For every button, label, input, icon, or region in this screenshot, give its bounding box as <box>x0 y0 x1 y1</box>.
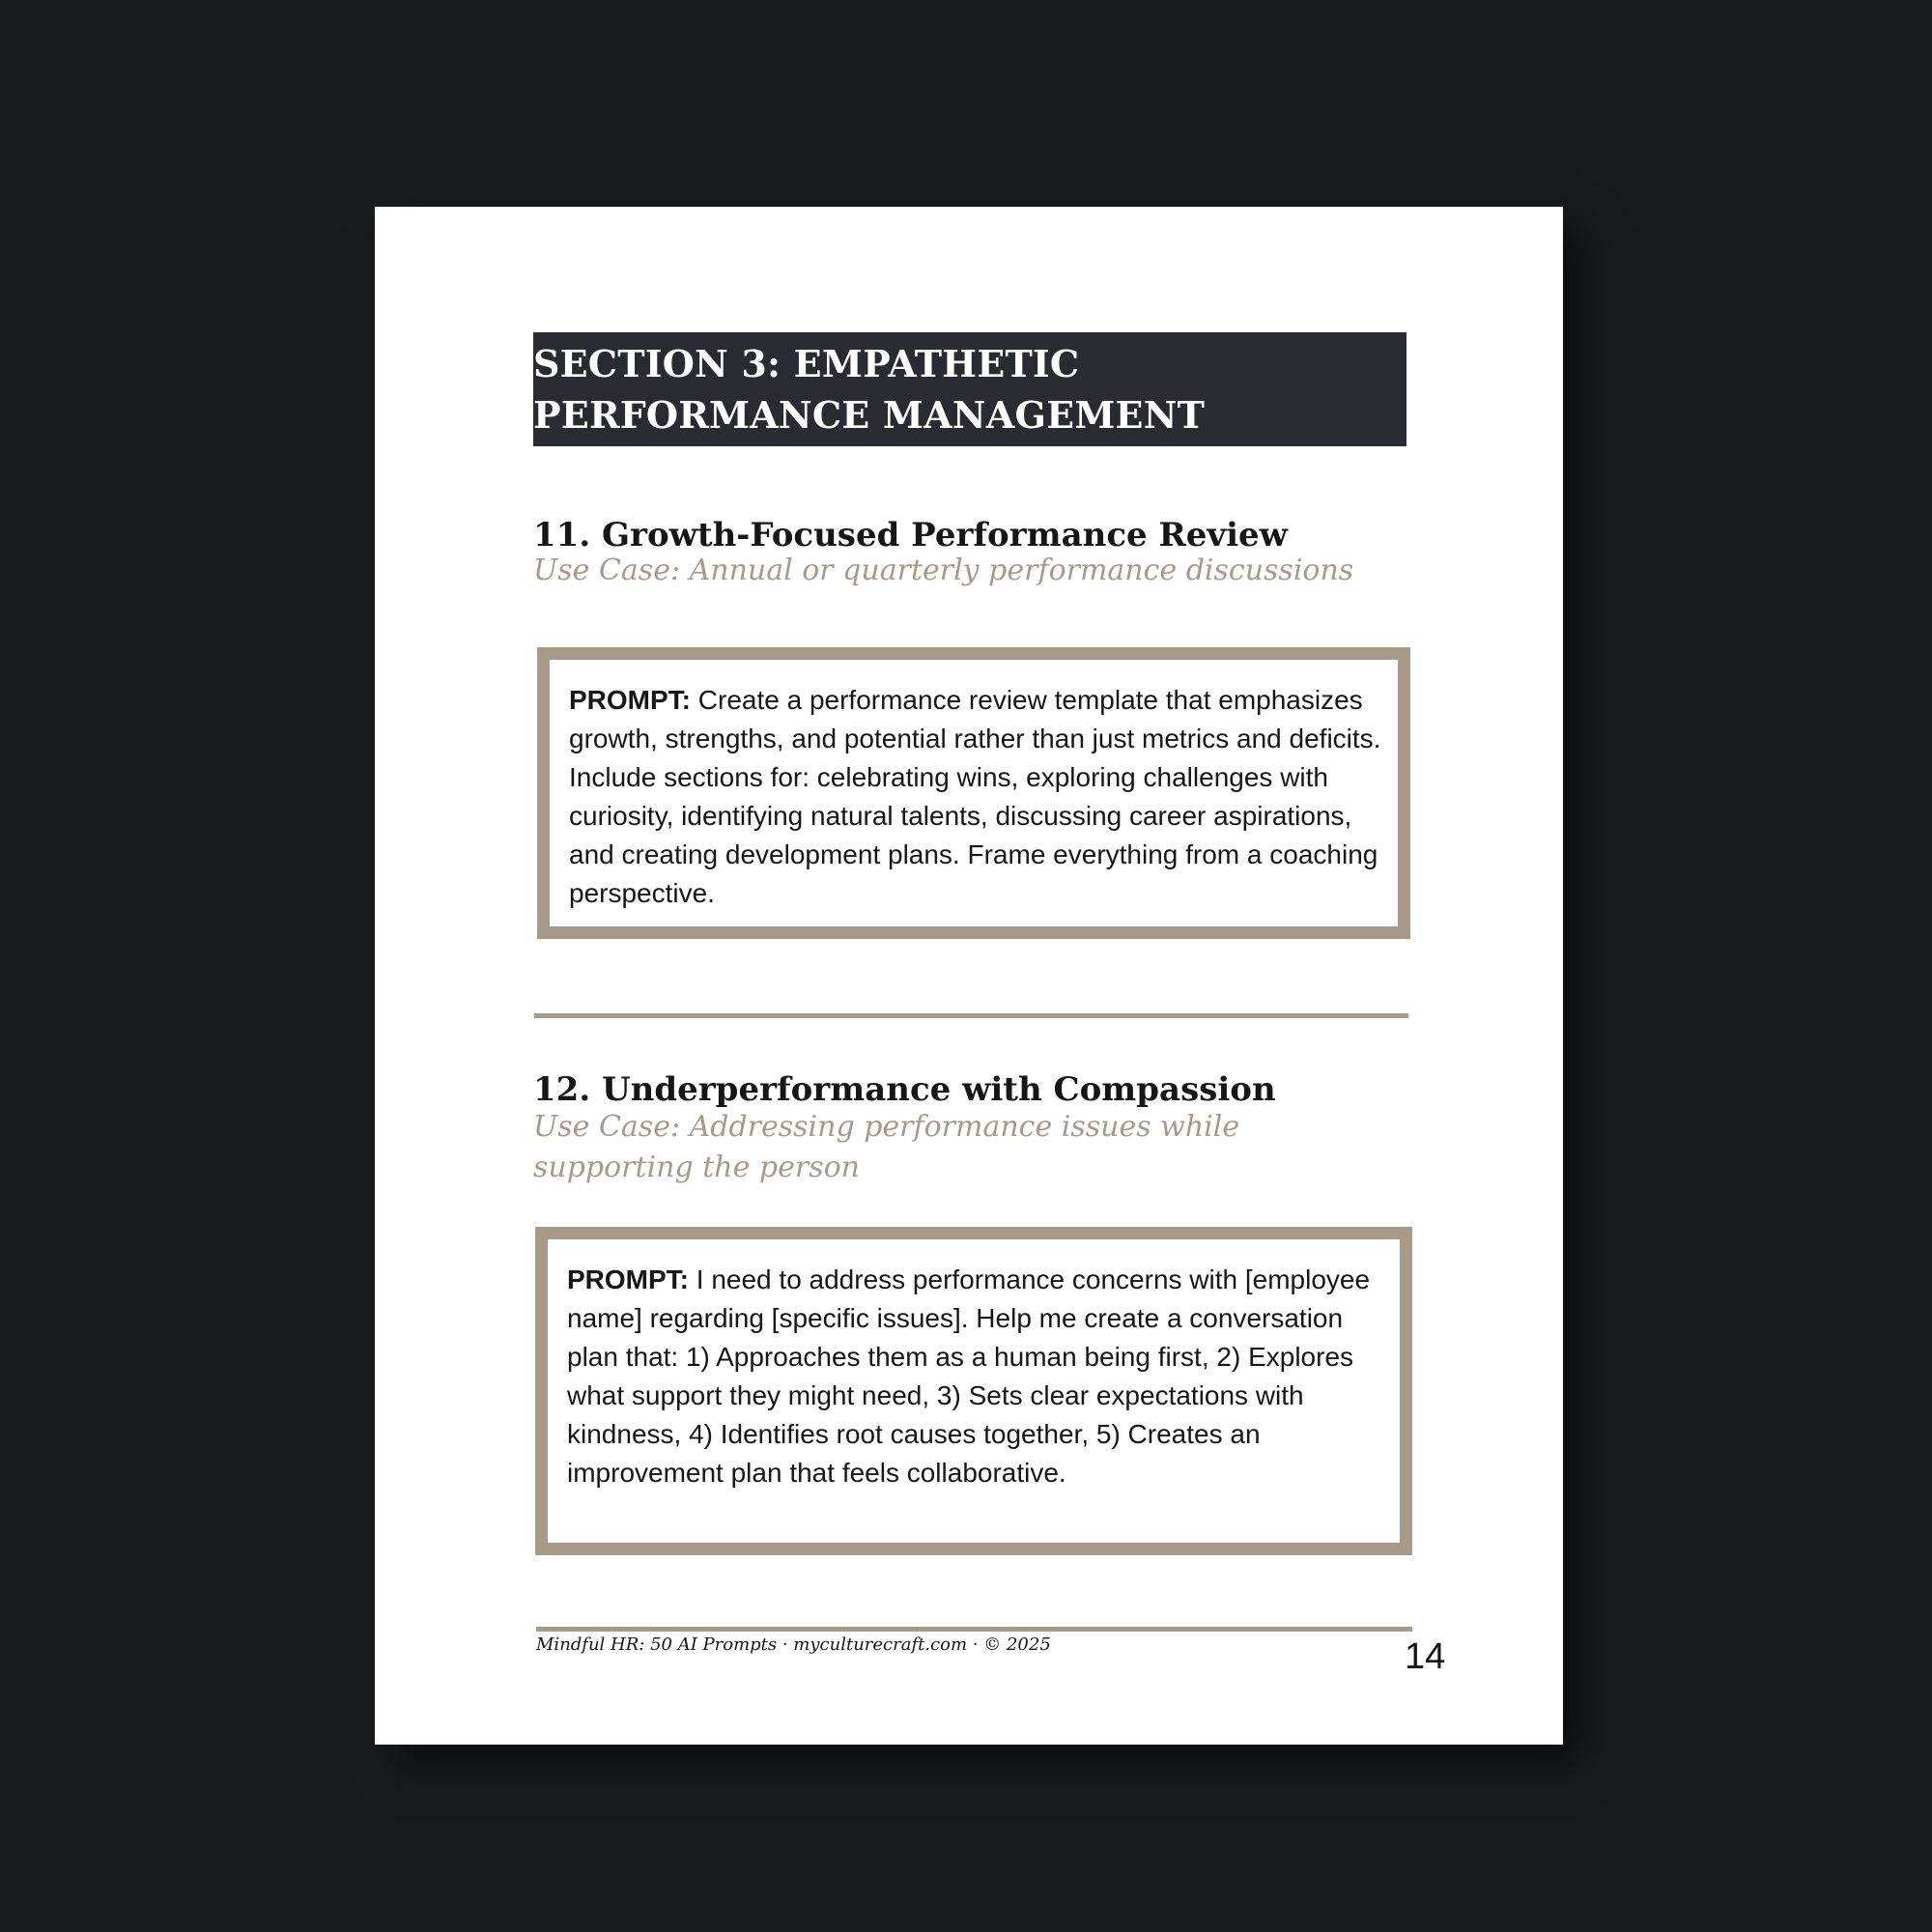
prompt-box-12 <box>535 1227 1412 1555</box>
use-case-11: Use Case: Annual or quarterly performance discussions <box>533 554 1354 587</box>
prompt-box-11 <box>537 647 1410 939</box>
prompt-text: Create a performance review template that emphasizes growth, strengths, and potential rather than just metrics and deficits. Include sections for: celebrating wins, exploring challenges with curiosity, identifying natural talents, discussing career aspirations, and creating development plans. Frame everything from a coaching perspective. <box>569 685 1381 908</box>
document-page <box>375 207 1563 1745</box>
section-title-banner: SECTION 3: EMPATHETIC PERFORMANCE MANAGEMENT <box>533 332 1406 446</box>
prompt-body-12 <box>567 1261 1398 1492</box>
prompt-heading-11: 11. Growth-Focused Performance Review <box>533 516 1288 554</box>
page-number: 14 <box>1405 1636 1446 1677</box>
section-divider <box>534 1013 1408 1018</box>
prompt-body-11 <box>569 681 1400 913</box>
prompt-label: PROMPT: <box>569 685 691 715</box>
prompt-text: I need to address performance concerns with [employee name] regarding [specific issues]. Help me create a conversation plan that: 1) Approaches them as a human being first, 2) Explores what support they might need, 3) Sets clear expectations with kindness, 4) Identifies root causes together, 5) Creates an improvement plan that feels collaborative. <box>567 1264 1371 1488</box>
prompt-label: PROMPT: <box>567 1264 689 1294</box>
footer-credit: Mindful HR: 50 AI Prompts · myculturecraft.com · © 2025 <box>536 1634 1051 1655</box>
prompt-heading-12: 12. Underperformance with Compassion <box>533 1070 1276 1109</box>
use-case-12: Use Case: Addressing performance issues while supporting the person <box>533 1110 1240 1184</box>
footer-rule <box>536 1627 1412 1632</box>
